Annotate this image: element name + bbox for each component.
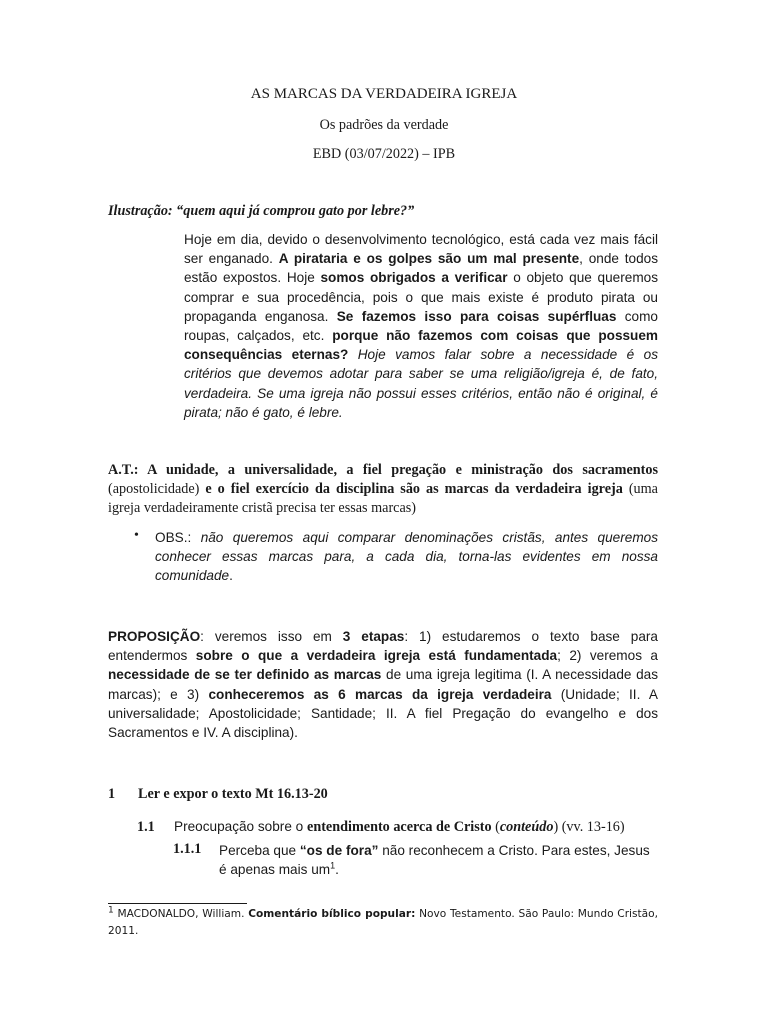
date-line: EBD (03/07/2022) – IPB xyxy=(312,146,456,162)
at-paragraph: A.T.: A unidade, a universalidade, a fiel pregação e ministração dos sacramentos (apostolicidade) e o fiel exercício da disciplina são as marcas da verdadeira igreja (uma igreja verdadeiramente cristã precisa ter essas marcas) xyxy=(108,462,658,517)
intro-paragraph: Hoje em dia, devido o desenvolvimento tecnológico, está cada vez mais fácil ser enganado. A pirataria e os golpes são um mal presente, onde todos estão expostos. Hoje somos obrigados a verificar o objeto que queremos comprar e sua procedência, pois o que mais existe é produto pirata ou propaganda enganosa. Se fazemos isso para coisas supérfluas como roupas, calçados, etc. porque não fazemos com coisas que possuem consequências eternas? Hoje vamos falar sobre a necessidade é os critérios que devemos adotar para saber se uma religião/igreja é, de fato, verdadeira. Se uma igreja não possui esses critérios, então não é original, é pirata; não é gato, é lebre. xyxy=(184,232,659,420)
section-1-1-1-text: Perceba que “os de fora” não reconhecem a Cristo. Para estes, Jesus é apenas mais $um^1$. xyxy=(219,843,650,878)
footnote-divider xyxy=(108,903,247,904)
section-1-1-heading: 1.1 Preocupação sobre o entendimento acerca de Cristo (conteúdo) (vv. 13-16) xyxy=(137,819,625,835)
document-title: AS MARCAS DA VERDADEIRA IGREJA xyxy=(250,86,518,102)
footnote: $^1$ MACDONALDO, William. Comentário bíblico popular: Novo Testamento. São Paulo: Mundo Cristão, 2011. xyxy=(108,905,659,937)
bullet-icon: • xyxy=(134,528,139,543)
document-subtitle: Os padrões da verdade xyxy=(319,117,449,133)
section-1-1-1-number: 1.1.1 xyxy=(173,841,202,857)
illustration-heading: Ilustração: “quem aqui já comprou gato por lebre?” xyxy=(108,203,415,219)
footnote-ref[interactable]: 1 xyxy=(330,860,336,871)
obs-list-item: OBS.: não queremos aqui comparar denominações cristãs, antes queremos conhecer essas marcas para, a cada dia, torna-las evidentes em nossa comunidade. xyxy=(155,530,658,584)
proposition-paragraph: PROPOSIÇÃO: veremos isso em 3 etapas: 1) estudaremos o texto base para entendermos sobre o que a verdadeira igreja está fundamentada; 2) veremos a necessidade de se ter definido as marcas de uma igreja legitima (I. A necessidade das marcas); e 3) conheceremos as 6 marcas da igreja verdadeira (Unidade; II. A universalidade; Apostolicidade; Santidade; II. A fiel Pregação do evangelho e dos Sacramentos e IV. A disciplina). xyxy=(108,629,658,741)
section-1-heading: 1 Ler e expor o texto Mt 16.13-20 xyxy=(108,786,328,802)
